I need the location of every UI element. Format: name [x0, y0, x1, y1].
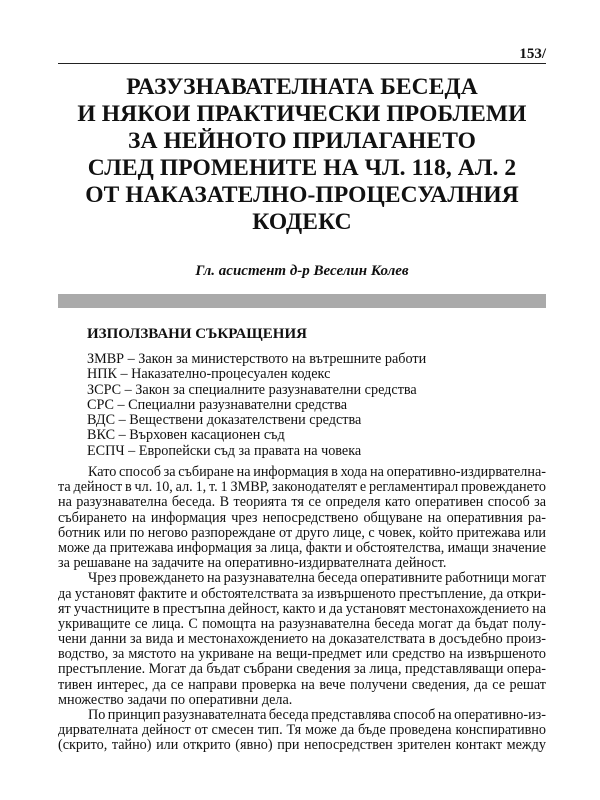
paragraph: [58, 465, 546, 571]
author-line: Гл. асистент д-р Веселин Колев: [195, 263, 409, 279]
text-line: събирането на информация чрез непосредствено общуване на оперативния ра-: [58, 509, 546, 526]
text-line: По принцип разузнавателната беседа представлява способ на оперативно-из-: [88, 707, 546, 723]
abbreviation-item: ЗСРС – Закон за специалните разузнавателни средства: [87, 381, 417, 398]
title-line: РАЗУЗНАВАТЕЛНАТА БЕСЕДА: [126, 74, 478, 100]
text-line: ботник или по негово разпореждане от друго лице, с човек, който притежава или: [58, 524, 546, 541]
text-line: на разузнавателна беседа. В теорията тя се определя като оперативен способ за: [58, 494, 546, 511]
article-title: [40, 74, 564, 236]
abbreviation-item: НПК – Наказателно-процесуален кодекс: [87, 366, 331, 383]
section-divider-bar: [58, 294, 546, 308]
text-line: да установят фактите и обстоятелствата за извършеното престъпление, да откри-: [58, 585, 546, 602]
paragraph: [58, 571, 546, 708]
abbreviations-list: [87, 352, 426, 459]
text-line: та дейност в чл. 10, ал. 1, т. 1 ЗМВР, законодателят е регламентирал провеждането: [58, 479, 546, 496]
page-number: 153/: [519, 46, 546, 62]
abbreviation-item: ВКС – Върховен касационен съд: [87, 427, 285, 444]
text-line: за решаване на задачите на оперативно-издирвателната дейност.: [58, 555, 447, 572]
text-line: водство, за мястото на укриване на вещи-предмет или средство на извършеното: [58, 646, 546, 663]
text-line: Чрез провеждането на разузнавателна беседа оперативните работници могат: [88, 570, 546, 587]
abbreviation-item: ЕСПЧ – Европейски съд за правата на човека: [87, 442, 362, 459]
paragraph: [58, 708, 546, 754]
text-line: (скрито, тайно) или открито (явно) при непосредствен зрителен контакт между: [58, 737, 546, 754]
abbreviation-item: ЗМВР – Закон за министерството на вътрешните работи: [87, 351, 427, 367]
text-line: тивен интерес, да се направи проверка на вече получени сведения, да се решат: [58, 676, 546, 693]
text-line: ят участниците в престъпна дейност, както и да установят местонахождението на: [58, 600, 546, 617]
text-line: може да притежава информация за лица, факти и обстоятелства, имащи значение: [58, 539, 546, 556]
text-line: дирвателната дейност от смесен тип. Тя може да бъде проведена конспиративно: [58, 722, 546, 739]
text-line: множество задачи по оперативни дела.: [58, 691, 293, 708]
body-text: [58, 465, 546, 754]
abbreviations-heading: ИЗПОЛЗВАНИ СЪКРАЩЕНИЯ: [87, 326, 307, 342]
title-line: ЗА НЕЙНОТО ПРИЛАГАНЕТО: [127, 128, 477, 154]
text-line: Като способ за събиране на информация в хода на оперативно-издирвателна-: [88, 464, 546, 480]
abbreviation-item: ВДС – Веществени доказателствени средства: [87, 412, 362, 429]
text-line: престъпление. Могат да бъдат събрани сведения за лица, представляващи опера-: [58, 661, 546, 678]
text-line: укриващите се лица. С помощта на разузнавателна беседа могат да бъдат полу-: [58, 615, 546, 632]
header-rule: [58, 63, 546, 64]
title-line: И НЯКОИ ПРАКТИЧЕСКИ ПРОБЛЕМИ: [77, 101, 527, 127]
title-line: ОТ НАКАЗАТЕЛНО-ПРОЦЕСУАЛНИЯ: [85, 182, 519, 208]
abbreviation-item: СРС – Специални разузнавателни средства: [87, 396, 348, 413]
text-line: чени данни за вида и местонахождението на доказателствата в досъдебно произ-: [58, 631, 546, 648]
title-line: КОДЕКС: [252, 209, 352, 235]
title-line: СЛЕД ПРОМЕНИТЕ НА ЧЛ. 118, АЛ. 2: [87, 155, 517, 181]
